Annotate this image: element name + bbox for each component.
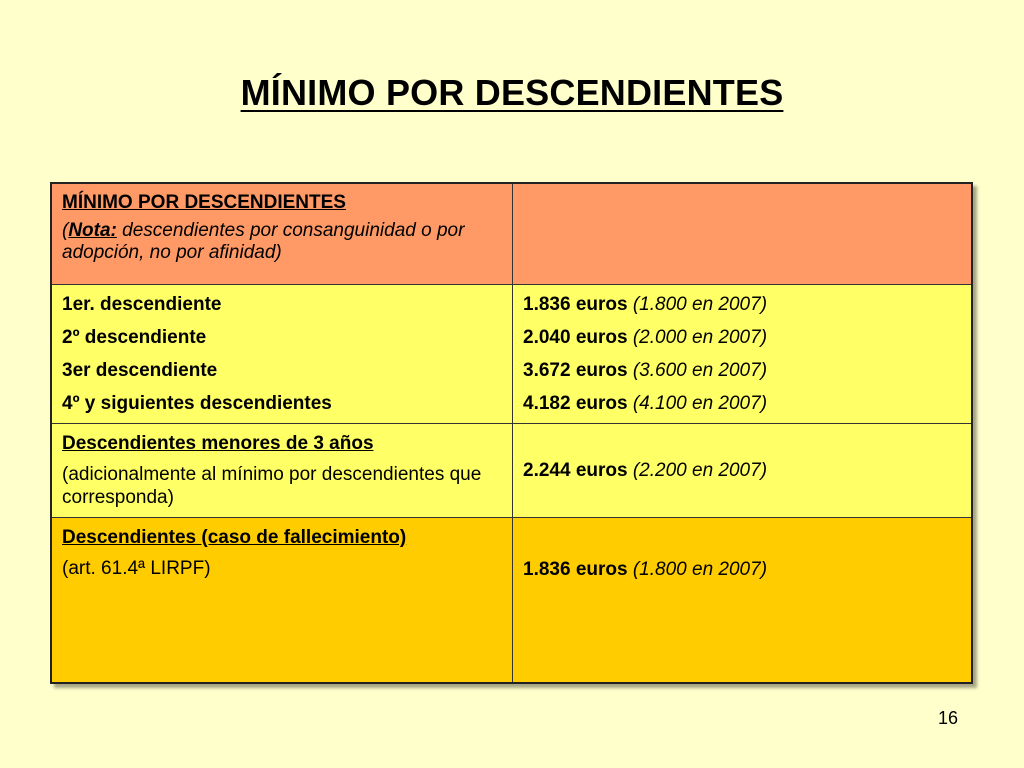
amount-prev-year: (4.100 en 2007) bbox=[632, 393, 768, 414]
amount-prev-year: (2.000 en 2007) bbox=[632, 327, 768, 348]
note-text: descendientes por consanguinidad o por adopción, no por afinidad) bbox=[62, 220, 465, 263]
amount-value: 1.836 euros bbox=[523, 559, 628, 580]
header-title: MÍNIMO POR DESCENDIENTES bbox=[62, 192, 346, 213]
table-header-row bbox=[51, 183, 972, 285]
amount-value: 2.244 euros bbox=[523, 460, 628, 481]
under-3-title: Descendientes menores de 3 años bbox=[62, 433, 374, 454]
amount-prev-year: (3.600 en 2007) bbox=[632, 360, 768, 381]
minimum-descendants-table bbox=[50, 182, 973, 684]
amount-value: 3.672 euros bbox=[523, 360, 628, 381]
table-row-descendants bbox=[51, 285, 972, 424]
descendants-amounts-cell bbox=[513, 285, 973, 424]
under-3-detail: (adicionalmente al mínimo por descendientes que corresponda) bbox=[62, 464, 482, 508]
descendant-label-4: 4º y siguientes descendientes bbox=[62, 393, 332, 414]
amount-prev-year: (1.800 en 2007) bbox=[632, 294, 768, 315]
death-case-amount-cell bbox=[513, 518, 973, 684]
descendant-amount-4 bbox=[523, 392, 961, 415]
under-3-amount bbox=[523, 459, 961, 482]
descendant-amount-2 bbox=[523, 326, 961, 349]
note-open-paren: ( bbox=[62, 220, 69, 241]
page-number: 16 bbox=[937, 708, 958, 728]
descendant-label-1: 1er. descendiente bbox=[62, 294, 222, 315]
amount-value: 4.182 euros bbox=[523, 393, 628, 414]
death-case-detail: (art. 61.4ª LIRPF) bbox=[62, 558, 211, 579]
header-cell bbox=[51, 183, 513, 285]
table-row-death-case bbox=[51, 518, 972, 684]
header-note bbox=[62, 220, 502, 264]
descendant-label-3: 3er descendiente bbox=[62, 360, 218, 381]
amount-prev-year: (1.800 en 2007) bbox=[632, 559, 768, 580]
descendant-label-2: 2º descendiente bbox=[62, 327, 207, 348]
amount-value: 2.040 euros bbox=[523, 327, 628, 348]
note-label: Nota: bbox=[68, 220, 117, 241]
amount-prev-year: (2.200 en 2007) bbox=[632, 460, 768, 481]
descendant-amount-3 bbox=[523, 359, 961, 382]
table-row-under-3 bbox=[51, 424, 972, 518]
slide-title: MÍNIMO POR DESCENDIENTES bbox=[240, 72, 784, 113]
descendants-labels-cell bbox=[51, 285, 513, 424]
amount-value: 1.836 euros bbox=[523, 294, 628, 315]
under-3-label-cell bbox=[51, 424, 513, 518]
descendant-amount-1 bbox=[523, 293, 961, 316]
under-3-amount-cell bbox=[513, 424, 973, 518]
death-case-label-cell bbox=[51, 518, 513, 684]
death-case-amount bbox=[523, 558, 961, 581]
header-empty-cell bbox=[513, 183, 973, 285]
death-case-title: Descendientes (caso de fallecimiento) bbox=[62, 527, 407, 548]
